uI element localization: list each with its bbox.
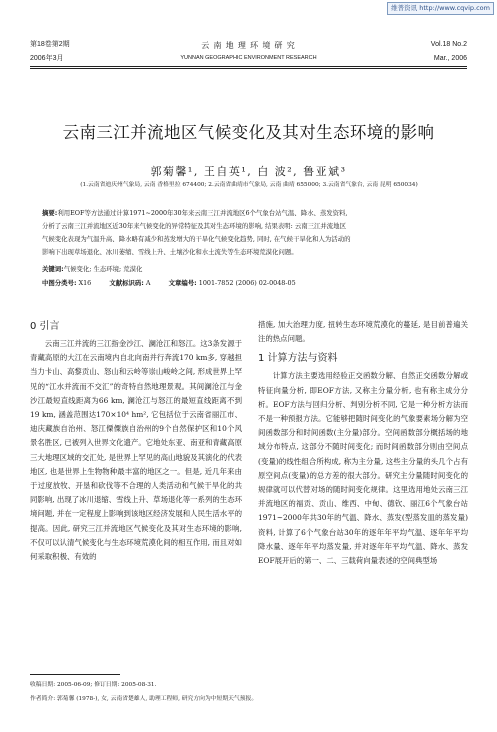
received-date-note: 收稿日期: 2005-06-09; 修订日期: 2005-08-31. bbox=[30, 682, 157, 688]
volume-number-en: Vol.18 No.2 bbox=[430, 41, 467, 48]
journal-title-cn: 云 南 地 理 环 境 研 究 bbox=[201, 41, 296, 50]
abstract-line-4: 影响下出现草场退化、冰川萎缩、雪线上升、土壤沙化和水土流失等生态环境荒漠化问题。 bbox=[42, 248, 298, 256]
watermark-badge: 维普资讯 http://www.cqvip.com bbox=[387, 2, 494, 15]
date-en: Mar., 2006 bbox=[433, 55, 467, 62]
abstract bbox=[42, 207, 457, 259]
introduction-continuation: 措施, 加大治理力度, 扭转生态环境荒漠化的蔓延, 是目前普遍关注的热点问题。 bbox=[258, 320, 468, 344]
document-code: A bbox=[145, 279, 151, 287]
keywords-label: 关键词: bbox=[42, 265, 64, 273]
clc-number: X16 bbox=[78, 279, 92, 287]
volume-issue: 第18卷第2期 bbox=[30, 41, 70, 48]
article-number: 1001-7852 (2006) 02-0048-05 bbox=[198, 279, 296, 287]
journal-title-en: YUNNAN GEOGRAPHIC ENVIRONMENT RESEARCH bbox=[180, 55, 317, 61]
keywords bbox=[42, 263, 457, 276]
classification-line: 中图分类号: X16 文献标识码: A 文章编号: 1001-7852 (2006) 02-0048-05 bbox=[42, 279, 296, 287]
author-bio-note: 作者简介: 郭菊馨 (1978-), 女, 云南省楚雄人, 助理工程师, 研究方向为中短期天气预报。 bbox=[30, 696, 258, 702]
right-column bbox=[258, 318, 468, 568]
abstract-line-3: 气候变化表现为气温升高、降水略有减少和蒸发增大的干旱化气候变化趋势, 同时, 在气候干旱化和人为活动的 bbox=[42, 235, 351, 243]
footnote-rule bbox=[30, 674, 120, 675]
methods-paragraph: 计算方法主要选用经验正交函数分解、自然正交函数分解或特征向量分析, 即EOF方法, 又称主分量分析, 也有称主成分分析。EOF方法与回归分析、判别分析不同, 它是一种分析方法而不是一种预报方法。它能够把随时间变化的气象要素场分解为空间函数部分和时间函数(主分量)部分。空间函数部分概括场的地域分布特点, 这部分不随时间变化; 而时间函数部分则由空间点(变量)的线性组合所构成, 称为主分量, 这些主分量的头几个占有原空间点(变量)的总方差的很大部分。研究主分量随时间变化的规律就可以代替对场的随时间变化规律。这里选用地处云南三江并流地区的福贡、贡山、维西、中甸、德钦、丽江6个气象台站1971~2000年共30年的气温、降水、蒸发(型蒸发皿的蒸发量)资料, 计算了6个气象台站30年的逐年年平均气温、逐年年平均降水量、逐年年平均蒸发量, 并对逐年年平均气温、降水、蒸发EOF展开后的第一、二、三载荷向量表述的空间典型场 bbox=[258, 371, 468, 566]
section-heading-methods: 1 计算方法与资料 bbox=[258, 353, 338, 365]
publication-date: 2006年3月 bbox=[30, 55, 64, 62]
abstract-line-1: 摘要:利用EOF等方法通过计算1971~2000年30年来云南三江并流地区6个气象台站气温、降水、蒸发资料, bbox=[42, 209, 348, 217]
section-heading-introduction: 0 引言 bbox=[30, 321, 60, 332]
keywords-text: 气候变化; 生态环境; 荒漠化 bbox=[63, 265, 143, 273]
abstract-line-2: 分析了云南三江并流地区近30年来气候变化的异常特征及其对生态环境的影响, 结果表明: 云南三江并流地区 bbox=[42, 222, 346, 230]
left-column bbox=[30, 320, 242, 564]
author-list: 郭菊馨¹, 王自英¹, 白 波², 鲁亚斌³ bbox=[150, 165, 347, 178]
paper-title: 云南三江并流地区气候变化及其对生态环境的影响 bbox=[62, 123, 435, 142]
header-rule-bottom bbox=[30, 68, 467, 69]
introduction-paragraph: 云南三江并流的三江指金沙江、澜沧江和怒江。这3条发源于青藏高原的大江在云南境内自北向南并行奔流170 km多, 穿越担当力卡山、高黎贡山、怒山和云岭等崇山峻岭之间, 形成世界上罕见的“江水并流而不交汇”的奇特自然地理景观。其间澜沧江与金沙江最短直线距离为66 km, 澜沧江与怒江的最短直线距离不到19 km, 涵盖范围达170×10⁴ hm², 它包括位于云南省丽江市、迪庆藏族自治州、怒江傈僳族自治州的9个自然保护区和10个风景名胜区, 已被列入世界文化遗产。它地处东亚、南亚和青藏高原三大地理区域的交汇处, 是世界上罕见的高山地貌及其演化的代表地区, 也是世界上生物物种最丰富的地区之一。但是, 近几年来由于过度放牧、开垦和砍伐等不合理的人类活动和气候干旱化的共同影响, 出现了冰川退缩、雪线上升、草场退化等一系列的生态环境问题, 并在一定程度上影响到该地区经济发展和人民生活水平的提高。因此, 研究三江并流地区气候变化及其对生态环境的影响, 不仅可以认清气候变化与生态环境荒漠化间的相互作用, 而且对如何采取积极、有效的 bbox=[30, 339, 242, 562]
header-rule-top bbox=[30, 66, 467, 67]
abstract-label: 摘要: bbox=[42, 209, 58, 217]
author-affiliations: (1.云南省迪庆州气象局, 云南 香格里拉 674400; 2.云南省曲靖市气象局, 云南 曲靖 655000; 3.云南省气象台, 云南 昆明 650034) bbox=[80, 182, 418, 188]
